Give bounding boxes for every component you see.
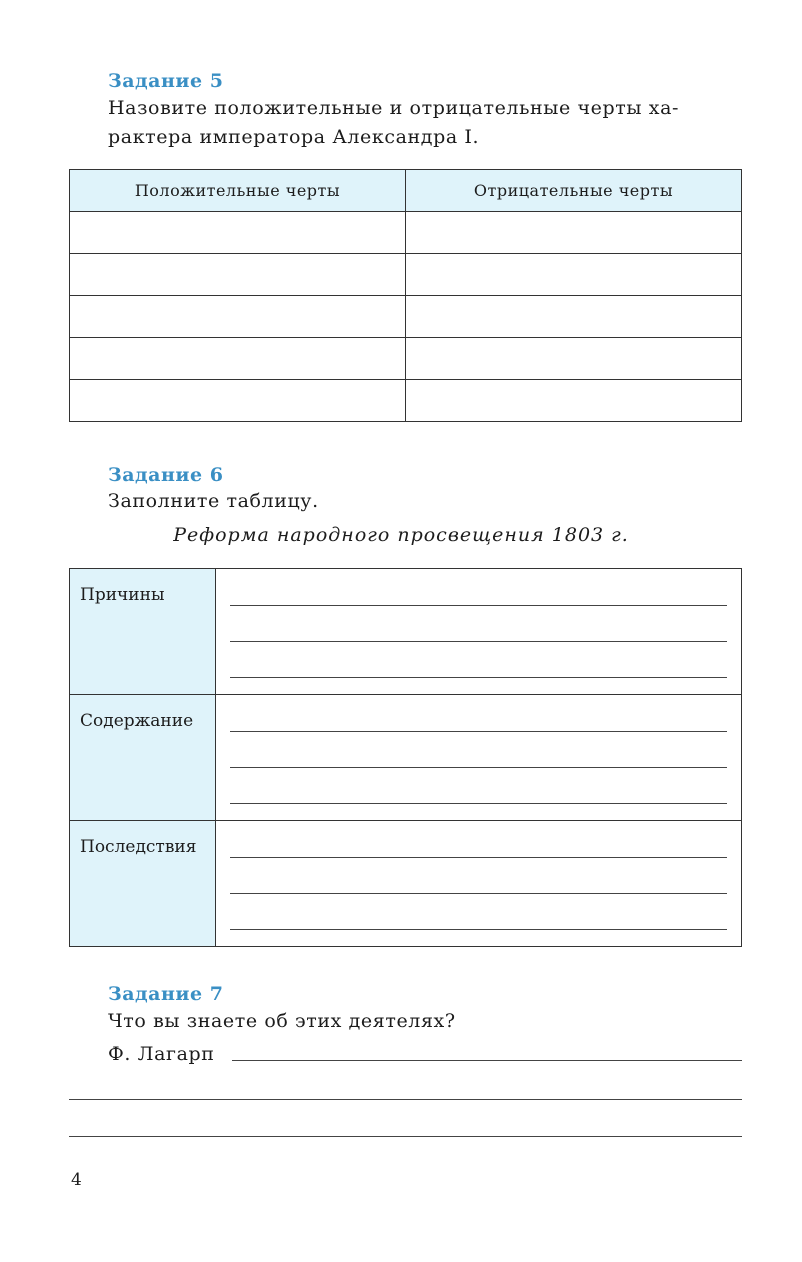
task5-text-line1: Назовите положительные и отрицательные черты ха-: [108, 97, 680, 119]
answer-line[interactable]: [69, 1099, 742, 1100]
content-answer[interactable]: [216, 695, 742, 821]
row-label-causes: Причины: [70, 569, 216, 695]
task6-text: Заполните таблицу.: [108, 490, 319, 512]
answer-line[interactable]: [232, 1060, 742, 1061]
negative-cell[interactable]: [406, 296, 742, 338]
negative-cell[interactable]: [406, 212, 742, 254]
answer-line: [230, 589, 727, 606]
answer-line: [230, 894, 727, 930]
negative-cell[interactable]: [406, 254, 742, 296]
answer-line: [230, 841, 727, 858]
table-caption: Реформа народного просвещения 1803 г.: [173, 524, 629, 546]
positive-cell[interactable]: [70, 380, 406, 422]
page-number: 4: [71, 1170, 82, 1190]
negative-cell[interactable]: [406, 380, 742, 422]
task7-title: Задание 7: [108, 983, 224, 1005]
answer-line: [230, 858, 727, 894]
answer-line: [230, 642, 727, 678]
reform-table: [69, 568, 742, 947]
consequences-answer[interactable]: [216, 821, 742, 947]
row-label-consequences: Последствия: [70, 821, 216, 947]
positive-cell[interactable]: [70, 212, 406, 254]
traits-table: [69, 169, 742, 422]
answer-line: [230, 732, 727, 768]
header-negative: Отрицательные черты: [406, 170, 742, 212]
negative-cell[interactable]: [406, 338, 742, 380]
causes-answer[interactable]: [216, 569, 742, 695]
row-label-content: Содержание: [70, 695, 216, 821]
answer-line: [230, 715, 727, 732]
header-positive: Положительные черты: [70, 170, 406, 212]
task5-text-line2: рактера императора Александра I.: [108, 126, 480, 148]
answer-line: [230, 606, 727, 642]
task5-title: Задание 5: [108, 70, 224, 92]
task6-title: Задание 6: [108, 464, 224, 486]
positive-cell[interactable]: [70, 296, 406, 338]
answer-line[interactable]: [69, 1136, 742, 1137]
answer-line: [230, 768, 727, 804]
task7-text: Что вы знаете об этих деятелях?: [108, 1010, 456, 1032]
positive-cell[interactable]: [70, 338, 406, 380]
person-label: Ф. Лагарп: [108, 1043, 215, 1065]
positive-cell[interactable]: [70, 254, 406, 296]
